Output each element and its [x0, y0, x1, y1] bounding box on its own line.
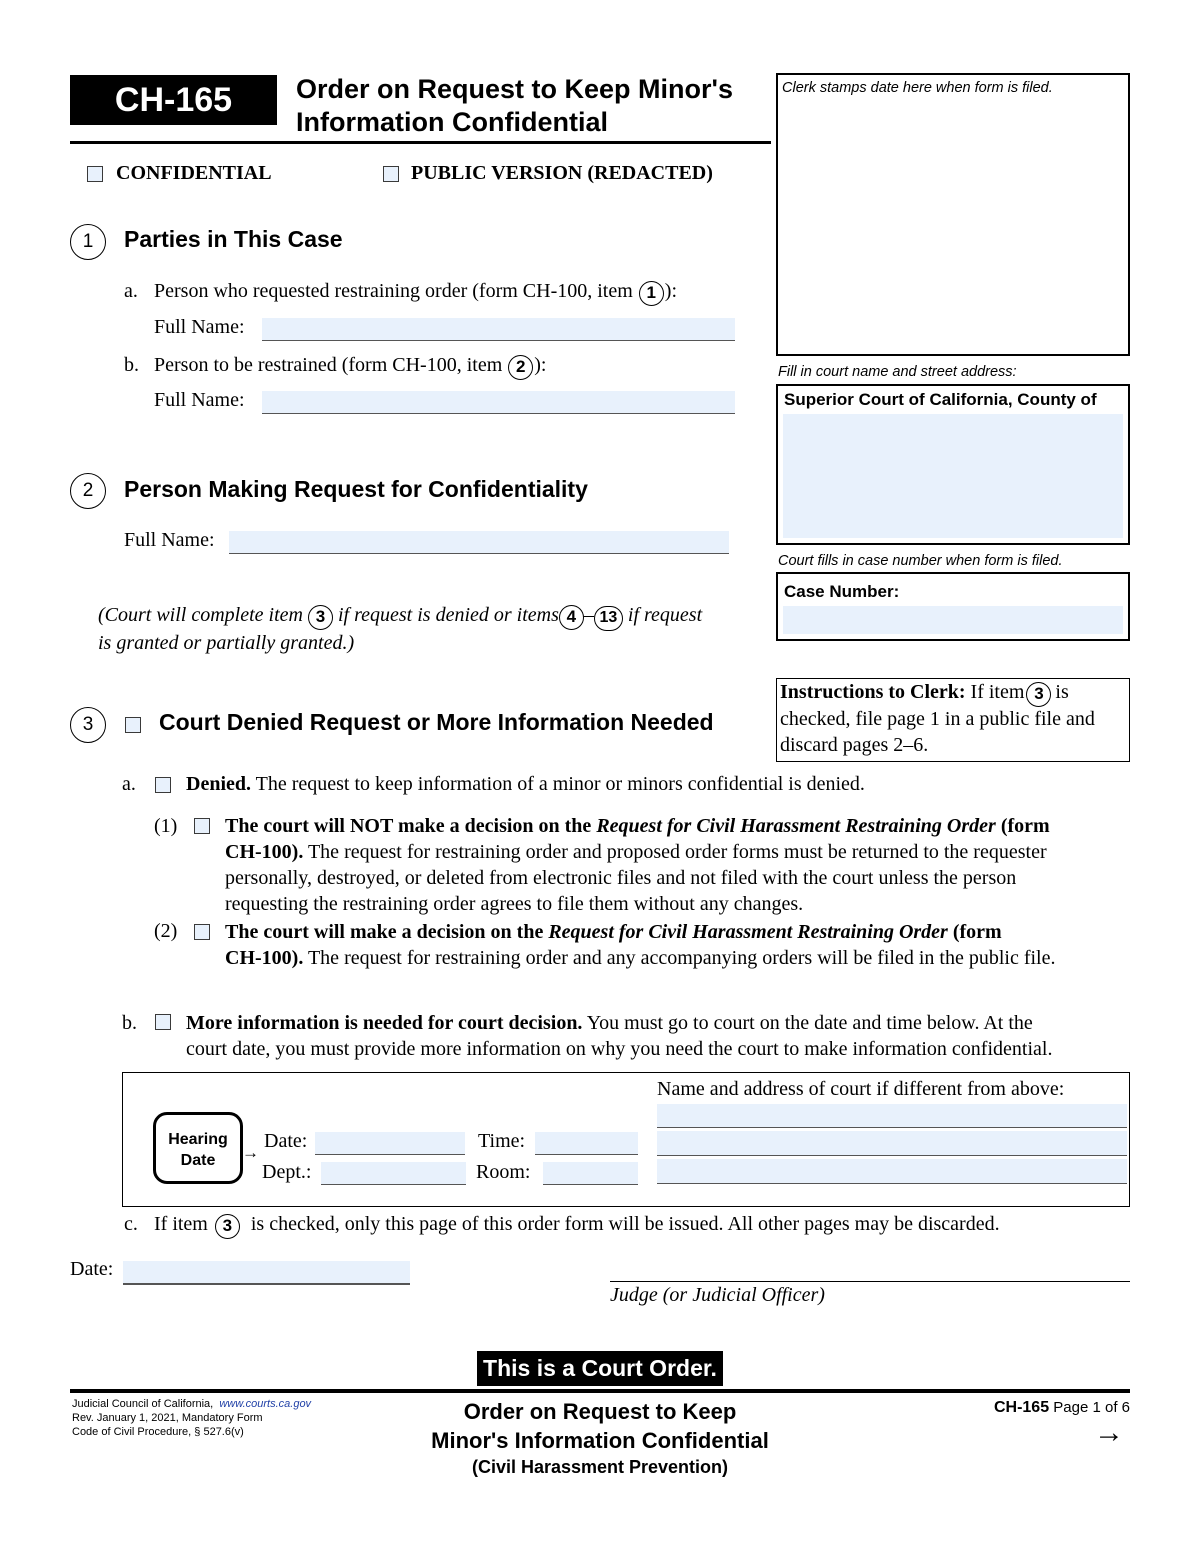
section-1a-text — [154, 280, 677, 305]
court-note — [98, 602, 702, 656]
item-1-marker: 1 — [639, 281, 664, 306]
option-2-checkbox[interactable] — [194, 924, 210, 940]
order-date-label: Date: — [70, 1258, 114, 1280]
section-1a-label: Person who requested restraining order (form CH-100, item — [154, 280, 633, 302]
confidentiality-requester-name-field[interactable] — [229, 531, 729, 554]
court-name-field[interactable] — [783, 414, 1123, 538]
hearing-date-badge — [153, 1112, 243, 1184]
section-1b-label: Person to be restrained (form CH-100, item — [154, 354, 503, 376]
clerk-instructions-line2: checked, file page 1 in a public file and — [780, 708, 1095, 730]
court-note-dash: – — [583, 604, 594, 626]
footer-code: Code of Civil Procedure, § 527.6(v) — [72, 1426, 244, 1438]
clerk-instructions-box — [776, 678, 1130, 762]
section-3c-letter: c. — [124, 1213, 138, 1235]
option-1-line2 — [225, 839, 1125, 865]
hearing-badge-line1: Hearing — [168, 1131, 228, 1148]
denied-text: The request to keep information of a minor or minors confidential is denied. — [255, 773, 865, 795]
section-3c-text1: If item — [154, 1213, 208, 1235]
full-name-label-2: Full Name: — [124, 529, 215, 551]
court-note-line1 — [98, 602, 702, 630]
full-name-label-1b: Full Name: — [154, 389, 245, 411]
footer-left — [72, 1397, 311, 1439]
section-3a-text — [186, 773, 865, 796]
section-3a-letter: a. — [122, 773, 136, 795]
judge-label: Judge (or Judicial Officer) — [610, 1284, 825, 1306]
section-1a-end: ): — [664, 280, 677, 302]
court-name-label: Fill in court name and street address: — [778, 364, 1017, 380]
form-title — [296, 73, 733, 139]
case-number-field[interactable] — [783, 606, 1123, 634]
case-number-note: Court fills in case number when form is filed. — [778, 553, 1063, 569]
form-id-badge: CH-165 — [70, 75, 277, 125]
section-3b-text — [186, 1010, 1136, 1062]
next-page-arrow-icon[interactable]: → — [1094, 1416, 1124, 1449]
clerk-instructions-text1: If item — [970, 681, 1025, 703]
option-1-text1: The request for restraining order and proposed order forms must be returned to the requester — [307, 841, 1047, 863]
denied-checkbox[interactable] — [155, 777, 171, 793]
clerk-stamp-label: Clerk stamps date here when form is filed. — [782, 80, 1053, 96]
more-info-checkbox[interactable] — [155, 1014, 171, 1030]
public-version-checkbox[interactable] — [383, 166, 399, 182]
option-1-line3: personally, destroyed, or deleted from electronic files and not filed with the court unless the person — [225, 867, 1017, 889]
option-2-bold1: The court will make a decision on the — [225, 921, 544, 943]
footer-rule — [70, 1389, 1130, 1393]
court-name-prefix: Superior Court of California, County of — [784, 390, 1097, 409]
section-3b-letter: b. — [122, 1012, 137, 1034]
section-1b-text — [154, 354, 546, 379]
header-rule — [70, 141, 771, 144]
case-number-box — [776, 572, 1130, 641]
court-name-box — [776, 384, 1130, 545]
option-1-text — [225, 813, 1125, 917]
item-4-marker: 4 — [559, 605, 584, 630]
option-2-line1 — [225, 919, 1135, 945]
form-title-line2: Information Confidential — [296, 107, 608, 137]
footer-page-number: Page 1 of 6 — [1053, 1399, 1130, 1416]
hearing-badge-line2: Date — [180, 1152, 216, 1169]
section-1a-letter: a. — [124, 280, 138, 302]
alternate-court-line2[interactable] — [657, 1131, 1127, 1156]
more-info-label: More information is needed for court decision. — [186, 1012, 583, 1034]
hearing-arrow-icon: → — [242, 1143, 259, 1162]
footer-council-line — [72, 1397, 311, 1411]
hearing-dept-field[interactable] — [321, 1162, 466, 1185]
footer-title-line1: Order on Request to Keep — [463, 1399, 737, 1424]
section-3b-line2: court date, you must provide more information on why you need the court to make information confidential. — [186, 1038, 1053, 1060]
confidential-label: CONFIDENTIAL — [116, 162, 272, 184]
option-1-line1 — [225, 813, 1125, 839]
clerk-instructions-text — [780, 679, 1130, 758]
footer-title — [390, 1397, 810, 1479]
option-2-text — [225, 919, 1135, 971]
section-2-title: Person Making Request for Confidentiality — [124, 476, 588, 502]
court-note-part3: if request — [627, 604, 703, 626]
option-1-checkbox[interactable] — [194, 818, 210, 834]
clerk-stamp-box — [776, 73, 1130, 356]
footer-title-line2: Minor's Information Confidential — [431, 1428, 769, 1453]
hearing-room-field[interactable] — [543, 1162, 638, 1185]
option-2-form-name: Request for Civil Harassment Restraining Order — [548, 921, 948, 943]
footer-council: Judicial Council of California, — [72, 1398, 214, 1410]
denied-label: Denied. — [186, 773, 251, 795]
form-title-line1: Order on Request to Keep Minor's — [296, 74, 733, 104]
item-3-marker: 3 — [215, 1214, 240, 1239]
court-note-part2: if request is denied or items — [337, 604, 559, 626]
footer-page-info — [930, 1399, 1130, 1417]
restrained-person-name-field[interactable] — [262, 391, 735, 414]
section-1-title: Parties in This Case — [124, 226, 343, 252]
item-2-marker: 2 — [508, 355, 533, 380]
item-3-marker: 3 — [308, 605, 333, 630]
court-note-part1: (Court will complete item — [98, 604, 303, 626]
section-3c-text — [154, 1213, 1000, 1238]
footer-revision: Rev. January 1, 2021, Mandatory Form — [72, 1412, 263, 1424]
alternate-court-line1[interactable] — [657, 1104, 1127, 1128]
hearing-date-label: Date: — [264, 1130, 308, 1152]
section-2-number: 2 — [70, 473, 106, 509]
clerk-instructions-text2: is — [1055, 681, 1069, 703]
hearing-room-label: Room: — [476, 1161, 531, 1183]
section-1-number: 1 — [70, 224, 106, 260]
section-3-title: Court Denied Request or More Information Needed — [159, 709, 714, 735]
judge-signature-line[interactable] — [610, 1281, 1130, 1282]
option-1-bold3: CH-100). — [225, 841, 304, 863]
alternate-court-line3[interactable] — [657, 1159, 1127, 1184]
section-3b-line1 — [186, 1010, 1136, 1036]
requester-name-field[interactable] — [262, 318, 735, 341]
section-3c-text2: is checked, only this page of this order form will be issued. All other pages may be discarded. — [250, 1213, 1000, 1235]
option-2-bold3: CH-100). — [225, 947, 304, 969]
option-1-number: (1) — [154, 815, 178, 837]
clerk-instructions-line1 — [780, 679, 1130, 706]
court-order-banner: This is a Court Order. — [477, 1351, 723, 1386]
alternate-court-label: Name and address of court if different from above: — [657, 1078, 1065, 1100]
hearing-date-field[interactable] — [315, 1132, 465, 1155]
case-number-label: Case Number: — [784, 582, 900, 601]
clerk-instructions-line3: discard pages 2–6. — [780, 734, 929, 756]
option-1-bold1: The court will NOT make a decision on the — [225, 815, 592, 837]
item-13-marker: 13 — [594, 606, 623, 631]
more-info-text1: You must go to court on the date and time below. At the — [586, 1012, 1033, 1034]
option-2-number: (2) — [154, 920, 178, 942]
footer-form-id: CH-165 — [993, 1399, 1050, 1416]
section-3-checkbox[interactable] — [125, 717, 141, 733]
option-1-form-name: Request for Civil Harassment Restraining Order — [596, 815, 996, 837]
order-date-field[interactable] — [123, 1261, 410, 1285]
hearing-time-field[interactable] — [535, 1132, 638, 1155]
section-1b-letter: b. — [124, 354, 139, 376]
full-name-label-1a: Full Name: — [154, 316, 245, 338]
hearing-time-label: Time: — [478, 1130, 526, 1152]
court-note-line2: is granted or partially granted.) — [98, 632, 355, 654]
section-1b-end: ): — [534, 354, 547, 376]
item-3-marker: 3 — [1026, 682, 1051, 707]
confidential-checkbox[interactable] — [87, 166, 103, 182]
option-2-text1: The request for restraining order and any accompanying orders will be filed in the public file. — [307, 947, 1056, 969]
section-3-number: 3 — [70, 707, 106, 743]
footer-title-line3: (Civil Harassment Prevention) — [471, 1457, 729, 1477]
courts-website-link[interactable]: www.courts.ca.gov — [219, 1398, 312, 1410]
hearing-dept-label: Dept.: — [262, 1161, 312, 1183]
option-2-bold2: (form — [952, 921, 1002, 943]
public-version-label: PUBLIC VERSION (REDACTED) — [411, 162, 713, 184]
clerk-instructions-title: Instructions to Clerk: — [780, 681, 966, 703]
option-1-line4: requesting the restraining order agrees to file them without any changes. — [225, 893, 804, 915]
option-1-bold2: (form — [1000, 815, 1050, 837]
option-2-line2 — [225, 945, 1135, 971]
